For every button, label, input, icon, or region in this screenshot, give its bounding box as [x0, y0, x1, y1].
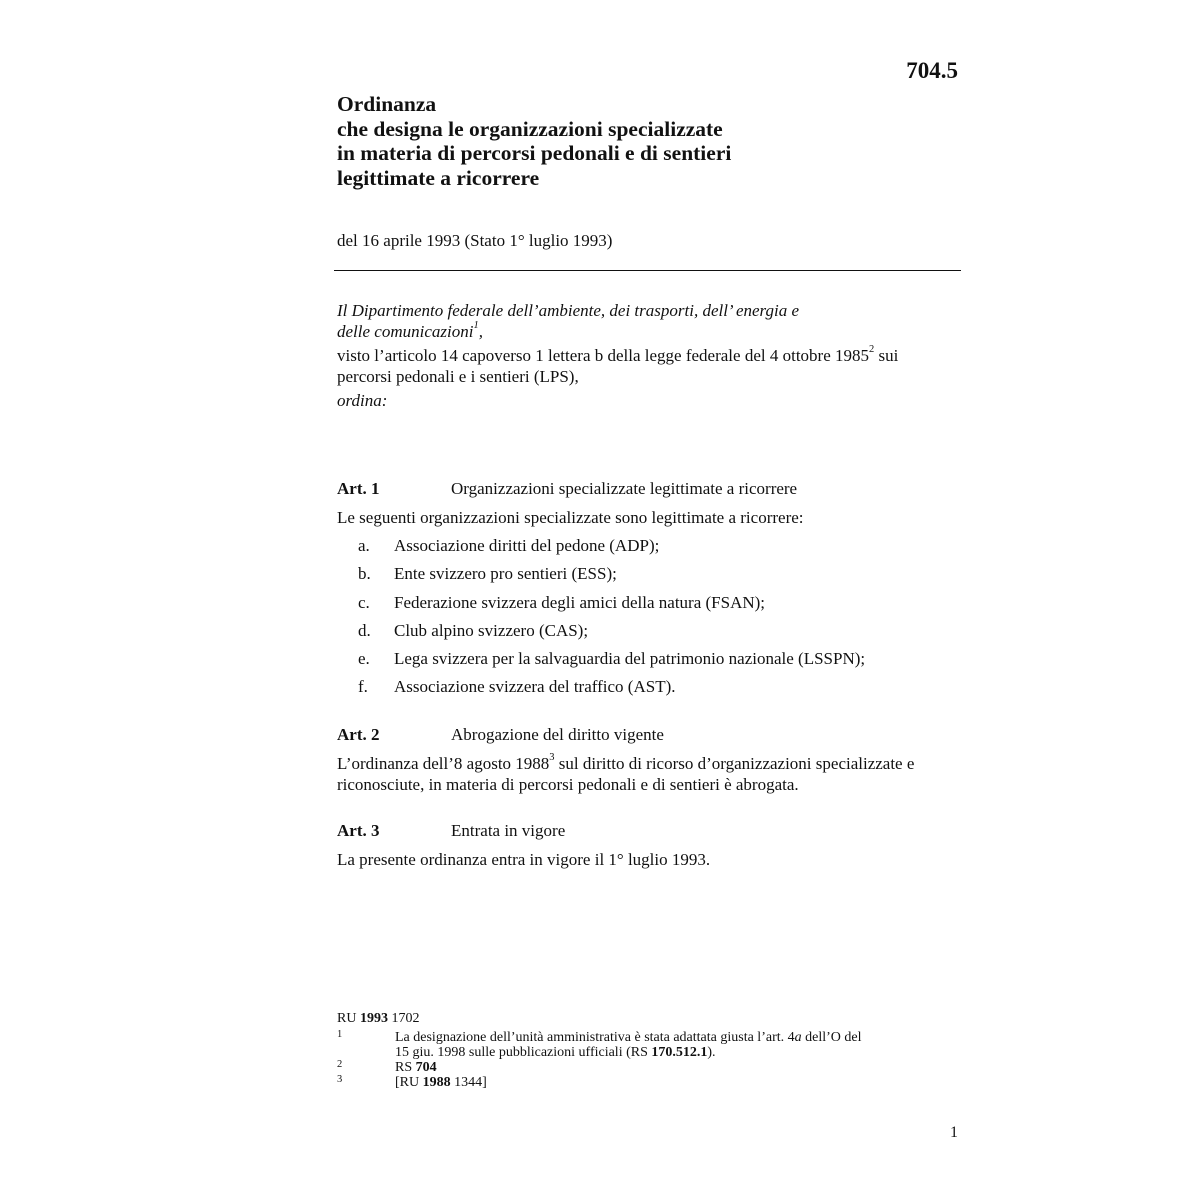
ordina: ordina:: [337, 391, 388, 410]
visto-part-1: visto l’articolo 14 capoverso 1 lettera b della legge federale del 4 ottobre 1985: [337, 346, 869, 365]
list-item-letter: b.: [358, 564, 371, 584]
list-item-letter: f.: [358, 677, 368, 697]
list-item: [337, 536, 962, 564]
article-1-intro: Le seguenti organizzazioni specializzate sono legittimate a ricorrere:: [337, 508, 804, 527]
article-1-heading: [337, 479, 962, 499]
footnote-2-prefix: RS: [395, 1060, 416, 1075]
list-item-text: Lega svizzera per la salvaguardia del patrimonio nazionale (LSSPN);: [394, 649, 866, 669]
footnote-1-part-2: dell’O del: [801, 1030, 862, 1045]
organizations-list: [337, 536, 962, 706]
authority-line-2-text: delle comunicazioni: [337, 321, 474, 341]
list-item-text: Associazione svizzera del traffico (AST).: [394, 677, 676, 697]
footnote-3-year: 1988: [422, 1075, 451, 1090]
footnote-1-line-1: [395, 1030, 962, 1045]
ru-page: 1702: [387, 1011, 420, 1026]
document-title: [337, 92, 957, 190]
article-3-body: La presente ordinanza entra in vigore il 1° luglio 1993.: [337, 850, 711, 869]
list-item-letter: d.: [358, 620, 371, 640]
title-line-3: in materia di percorsi pedonali e di sentieri: [337, 141, 732, 165]
article-1-title: Organizzazioni specializzate legittimate a ricorrere: [451, 479, 798, 498]
ru-prefix: RU: [337, 1011, 360, 1026]
date-line: del 16 aprile 1993 (Stato 1° luglio 1993): [337, 231, 613, 250]
list-item-letter: c.: [358, 592, 370, 612]
article-2-body-line-2: riconosciute, in materia di percorsi pedonali e di sentieri è abrogata.: [337, 774, 799, 794]
title-line-1: Ordinanza: [337, 92, 437, 116]
article-2-body: [337, 754, 962, 795]
article-3-heading: [337, 821, 962, 841]
article-3-number: Art. 3: [337, 821, 380, 840]
header-divider: [334, 270, 961, 271]
visto-line-2: percorsi pedonali e i sentieri (LPS),: [337, 366, 579, 386]
footnote-3-mark: 3: [337, 1074, 343, 1085]
title-line-2: che designa le organizzazioni specializzate: [337, 116, 723, 141]
ru-reference: [337, 1011, 962, 1026]
article-2: [337, 725, 962, 795]
ru-year: 1993: [359, 1011, 388, 1026]
footnotes: [337, 1011, 962, 1090]
list-item: [337, 564, 962, 592]
list-item: [337, 649, 962, 677]
footnote-3-suffix: 1344]: [450, 1075, 487, 1090]
footnote-3-prefix: [RU: [395, 1075, 423, 1090]
list-item: [337, 677, 962, 705]
footnote-1-part-1: La designazione dell’unità amministrativa è stata adattata giusta l’art. 4: [395, 1030, 795, 1045]
article-2-body-line-1: [337, 754, 962, 775]
article-3-title: Entrata in vigore: [451, 821, 566, 840]
title-line-4: legittimate a ricorrere: [337, 165, 540, 190]
footnote-ref-1[interactable]: 1: [473, 319, 479, 331]
footnote-ref-2[interactable]: 2: [869, 344, 875, 355]
footnote-1-line-2-part-1: 15 giu. 1998 sulle pubblicazioni ufficiali (RS: [395, 1045, 652, 1060]
list-item-text: Ente svizzero pro sentieri (ESS);: [394, 564, 617, 584]
article-1: [337, 479, 962, 706]
footnote-1-line-2-part-2: ).: [707, 1045, 716, 1060]
article-2-body-part-1: L’ordinanza dell’8 agosto 1988: [337, 754, 550, 773]
page-number: 1: [950, 1124, 958, 1141]
footnote-3: [337, 1075, 962, 1090]
article-2-number: Art. 2: [337, 725, 380, 744]
visto-part-2: sui: [874, 346, 899, 365]
footnote-2-rs-number: 704: [415, 1060, 437, 1075]
list-item: [337, 593, 962, 621]
footnote-2-text: [395, 1060, 962, 1075]
list-item-text: Associazione diritti del pedone (ADP);: [394, 536, 660, 555]
footnote-1-mark: 1: [337, 1029, 343, 1040]
footnote-2-mark: 2: [337, 1059, 343, 1070]
article-2-heading: [337, 725, 962, 745]
article-3: [337, 821, 962, 871]
footnote-1-line-2: [395, 1045, 962, 1060]
footnote-1-rs-number: 170.512.1: [651, 1045, 708, 1060]
article-2-title: Abrogazione del diritto vigente: [451, 725, 664, 744]
preamble: [337, 301, 962, 412]
footnote-ref-3[interactable]: 3: [549, 752, 555, 763]
footnote-1: [337, 1030, 962, 1060]
footnote-1-italic: a: [794, 1030, 802, 1045]
article-2-body-part-2: sul diritto di ricorso d’organizzazioni specializzate e: [554, 754, 915, 773]
visto-line-1: [337, 346, 962, 367]
authority-line-2: [337, 319, 962, 343]
authority-suffix: ,: [478, 321, 483, 341]
article-1-number: Art. 1: [337, 479, 380, 498]
sr-number: 704.5: [906, 58, 958, 83]
authority-line-1: Il Dipartimento federale dell’ambiente, dei trasporti, dell’ energia e: [337, 301, 800, 320]
footnote-2: [337, 1060, 962, 1075]
footnote-3-text: [395, 1075, 962, 1090]
list-item-letter: a.: [358, 536, 370, 555]
list-item: [337, 621, 962, 649]
list-item-letter: e.: [358, 649, 370, 669]
list-item-text: Club alpino svizzero (CAS);: [394, 620, 589, 640]
list-item-text: Federazione svizzera degli amici della natura (FSAN);: [394, 592, 766, 612]
